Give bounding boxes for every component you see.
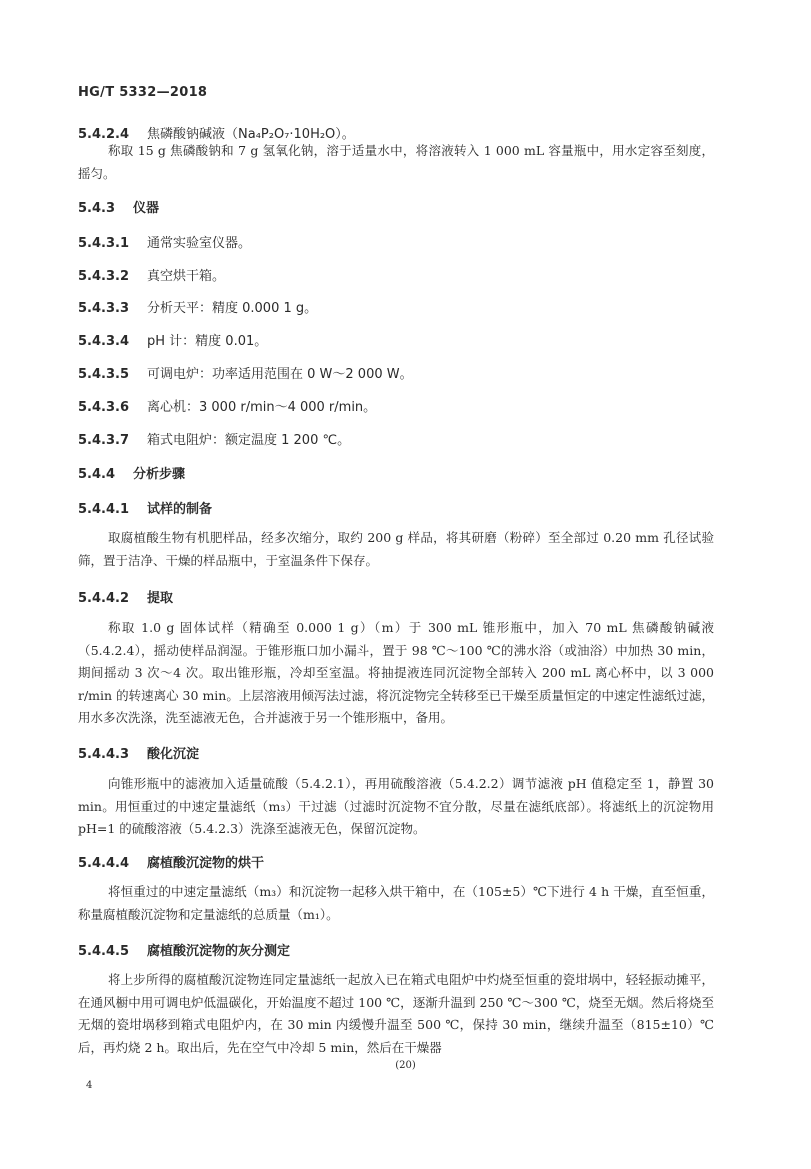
clause-number: 5.4.4.5 [78,944,129,959]
clause-number: 5.4.4.2 [78,591,129,606]
paragraph-drying: 将恒重过的中速定量滤纸（m₃）和沉淀物一起移入烘干箱中，在（105±5）℃下进行 4 h 干燥，直至恒重，称量腐植酸沉淀物和定量滤纸的总质量（m₁）。 [78,884,714,922]
clause-title: 真空烘干箱。 [147,269,226,284]
clause-title: 仪器 [133,201,160,216]
clause-5-4-4-4 [78,852,264,871]
clause-5-4-4-3 [78,743,199,762]
clause-number: 5.4.3.4 [78,334,129,349]
clause-number: 5.4.4.4 [78,856,129,871]
clause-5-4-3-7 [78,429,350,448]
clause-title: 提取 [147,591,174,606]
clause-title: 分析天平：精度 0.000 1 g。 [147,301,318,316]
print-page-number: (20) [395,1060,416,1071]
clause-5-4-3-3 [78,297,317,316]
paragraph-reagent-prep: 称取 15 g 焦磷酸钠和 7 g 氢氧化钠，溶于适量水中，将溶液转入 1 000 mL 容量瓶中，用水定容至刻度，摇匀。 [78,143,714,181]
clause-5-4-4 [78,463,185,482]
clause-number: 5.4.4.1 [78,502,129,517]
clause-number: 5.4.4.3 [78,747,129,762]
clause-5-4-4-2 [78,587,173,606]
clause-5-4-4-1 [78,498,212,517]
clause-number: 5.4.4 [78,467,116,482]
clause-5-4-3-1 [78,232,251,251]
clause-5-4-3-4 [78,330,267,349]
clause-5-4-3-2 [78,265,225,284]
clause-number: 5.4.3.5 [78,367,129,382]
clause-number: 5.4.3.7 [78,433,129,448]
clause-title: 焦磷酸钠碱液（Na₄P₂O₇·10H₂O）。 [147,127,355,142]
paragraph-sample-prep: 取腐植酸生物有机肥样品，经多次缩分，取约 200 g 样品，将其研磨（粉碎）至全部过 0.20 mm 孔径试验筛，置于洁净、干燥的样品瓶中，于室温条件下保存。 [78,530,714,568]
page-number: 4 [86,1080,93,1091]
paragraph-acid-precipitation: 向锥形瓶中的滤液加入适量硫酸（5.4.2.1），再用硫酸溶液（5.4.2.2）调节滤液 pH 值稳定至 1，静置 30 min。用恒重过的中速定量滤纸（m₃）干过滤（过滤时沉淀物不宜分散，尽量在滤纸底部）。将滤纸上的沉淀物用 pH=1 的硫酸溶液（5.4.2.3）洗涤至滤液无色，保留沉淀物。 [78,776,714,836]
clause-number: 5.4.3 [78,201,116,216]
clause-5-4-3-5 [78,363,413,382]
clause-title: 腐植酸沉淀物的灰分测定 [147,944,291,959]
clause-number: 5.4.2.4 [78,127,129,142]
clause-number: 5.4.3.6 [78,400,129,415]
clause-number: 5.4.3.2 [78,269,129,284]
clause-title: 酸化沉淀 [147,747,200,762]
clause-5-4-4-5 [78,940,290,959]
clause-title: 分析步骤 [133,467,186,482]
paragraph-extraction: 称取 1.0 g 固体试样（精确至 0.000 1 g）（m）于 300 mL 锥形瓶中，加入 70 mL 焦磷酸钠碱液（5.4.2.4），摇动使样品润湿。于锥形瓶口加小漏斗，置于 98 ℃～100 ℃的沸水浴（或油浴）中加热 30 min，期间摇动 3 次～4 次。取出锥形瓶，冷却至室温。将抽提液连同沉淀物全部转入 200 mL 离心杯中，以 3 000 r/min 的转速离心 30 min。上层溶液用倾泻法过滤，将沉淀物完全转移至已干燥至质量恒定的中速定性滤纸过滤，用水多次洗涤，洗至滤液无色，合并滤液于另一个锥形瓶中，备用。 [78,620,714,725]
clause-title: 箱式电阻炉：额定温度 1 200 ℃。 [147,433,351,448]
clause-title: 试样的制备 [147,502,213,517]
clause-title: 离心机：3 000 r/min～4 000 r/min。 [147,400,377,415]
paragraph-ash-determination: 将上步所得的腐植酸沉淀物连同定量滤纸一起放入已在箱式电阻炉中灼烧至恒重的瓷坩埚中，轻轻振动摊平，在通风橱中用可调电炉低温碳化，开始温度不超过 100 ℃，逐渐升温到 250 ℃～300 ℃，烧至无烟。然后将烧至无烟的瓷坩埚移到箱式电阻炉内，在 30 min 内缓慢升温至 500 ℃，保持 30 min，继续升温至（815±10）℃后，再灼烧 2 h。取出后，先在空气中冷却 5 min，然后在干燥器 [78,972,714,1055]
clause-title: pH 计：精度 0.01。 [147,334,268,349]
clause-title: 腐植酸沉淀物的烘干 [147,856,265,871]
clause-5-4-3 [78,197,159,216]
clause-number: 5.4.3.3 [78,301,129,316]
clause-number: 5.4.3.1 [78,236,129,251]
clause-title: 通常实验室仪器。 [147,236,252,251]
clause-5-4-3-6 [78,396,376,415]
standard-number: HG/T 5332—2018 [78,85,208,100]
clause-title: 可调电炉：功率适用范围在 0 W～2 000 W。 [147,367,413,382]
